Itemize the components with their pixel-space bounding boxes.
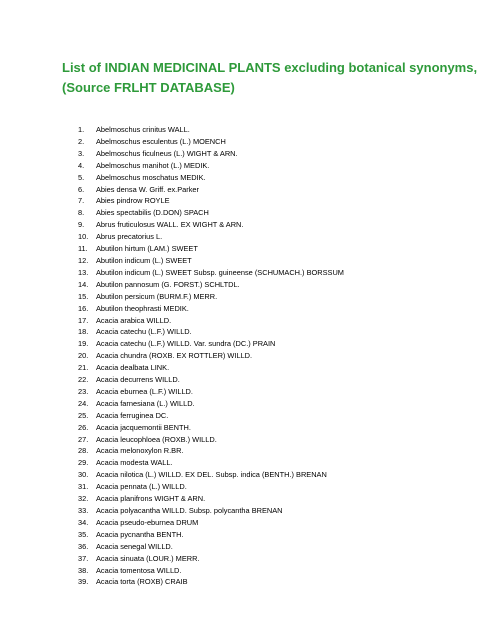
list-item [78, 362, 344, 374]
list-item-number: 16. [78, 303, 89, 313]
plant-name: Acacia eburnea (L.F.) WILLD. [96, 386, 193, 396]
plant-name: Abrus precatorius L. [96, 232, 163, 242]
plant-name: Abelmoschus moschatus MEDIK. [96, 172, 206, 182]
list-item-number: 29. [78, 458, 89, 468]
plant-name: Abies densa W. Griff. ex.Parker [96, 184, 199, 194]
plant-name: Acacia decurrens WILLD. [96, 375, 180, 385]
list-item-number: 24. [78, 398, 89, 408]
list-item [78, 184, 344, 196]
list-item-number: 23. [78, 386, 89, 396]
list-item-number: 39. [78, 577, 89, 587]
list-item [78, 279, 344, 291]
title-line-2: (Source FRLHT DATABASE) [62, 80, 235, 95]
list-item-number: 8. [78, 208, 85, 218]
plant-name: Acacia pycnantha BENTH. [96, 529, 184, 539]
list-item [78, 315, 344, 327]
list-item [78, 481, 344, 493]
list-item [78, 338, 344, 350]
plant-name: Abelmoschus ficulneus (L.) WIGHT & ARN. [96, 148, 238, 158]
list-item [78, 517, 344, 529]
plant-name: Acacia catechu (L.F.) WILLD. [96, 327, 192, 337]
list-item-number: 31. [78, 482, 89, 492]
list-item [78, 303, 344, 315]
list-item-number: 12. [78, 255, 89, 265]
list-item-number: 26. [78, 422, 89, 432]
list-item [78, 553, 344, 565]
list-item [78, 219, 344, 231]
list-item [78, 160, 344, 172]
list-item [78, 374, 344, 386]
list-item [78, 291, 344, 303]
plant-name: Abrus fruticulosus WALL. EX WIGHT & ARN. [96, 220, 244, 230]
list-item [78, 124, 344, 136]
plant-name: Abutilon pannosum (G. FORST.) SCHLTDL. [96, 279, 240, 289]
list-item-number: 14. [78, 279, 89, 289]
list-item [78, 267, 344, 279]
plant-name: Acacia jacquemontii BENTH. [96, 422, 191, 432]
list-item-number: 28. [78, 446, 89, 456]
plant-name: Acacia chundra (ROXB. EX ROTTLER) WILLD. [96, 351, 253, 361]
list-item [78, 243, 344, 255]
list-item [78, 231, 344, 243]
list-item-number: 19. [78, 339, 89, 349]
plant-name: Acacia ferruginea DC. [96, 410, 169, 420]
list-item-number: 27. [78, 434, 89, 444]
list-item-number: 37. [78, 553, 89, 563]
plant-name: Abutilon indicum (L.) SWEET Subsp. guineense (SCHUMACH.) BORSSUM [96, 267, 344, 277]
list-item [78, 529, 344, 541]
plant-name: Abies pindrow ROYLE [96, 196, 170, 206]
list-item-number: 21. [78, 363, 89, 373]
plant-name: Acacia dealbata LINK. [96, 363, 170, 373]
plant-list [78, 124, 344, 588]
plant-name: Abelmoschus esculentus (L.) MOENCH [96, 136, 226, 146]
plant-name: Acacia melonoxylon R.BR. [96, 446, 184, 456]
list-item [78, 148, 344, 160]
list-item [78, 410, 344, 422]
list-item-number: 10. [78, 232, 89, 242]
list-item [78, 398, 344, 410]
list-item [78, 576, 344, 588]
list-item [78, 172, 344, 184]
list-item [78, 541, 344, 553]
list-item-number: 6. [78, 184, 85, 194]
list-item [78, 422, 344, 434]
plant-name: Abutilon hirtum (LAM.) SWEET [96, 244, 198, 254]
list-item [78, 434, 344, 446]
plant-name: Acacia catechu (L.F.) WILLD. Var. sundra (DC.) PRAIN [96, 339, 276, 349]
title-line-1: List of INDIAN MEDICINAL PLANTS excluding botanical synonyms, [62, 60, 478, 75]
list-item [78, 505, 344, 517]
plant-name: Acacia pseudo-eburnea DRUM [96, 517, 199, 527]
plant-name: Acacia pennata (L.) WILLD. [96, 482, 187, 492]
list-item [78, 565, 344, 577]
list-item-number: 9. [78, 220, 85, 230]
plant-name: Acacia farnesiana (L.) WILLD. [96, 398, 195, 408]
plant-name: Acacia senegal WILLD. [96, 541, 173, 551]
list-item [78, 386, 344, 398]
list-item [78, 326, 344, 338]
list-item-number: 32. [78, 494, 89, 504]
plant-name: Acacia tomentosa WILLD. [96, 565, 182, 575]
list-item-number: 20. [78, 351, 89, 361]
list-item-number: 34. [78, 517, 89, 527]
plant-name: Abelmoschus crinitus WALL. [96, 125, 190, 134]
list-item-number: 36. [78, 541, 89, 551]
list-item-number: 30. [78, 470, 89, 480]
list-item [78, 207, 344, 219]
list-item-number: 17. [78, 315, 89, 325]
list-item-number: 18. [78, 327, 89, 337]
list-item-number: 22. [78, 375, 89, 385]
plant-name: Acacia polyacantha WILLD. Subsp. polycantha BRENAN [96, 506, 283, 515]
list-item [78, 493, 344, 505]
list-item-number: 25. [78, 410, 89, 420]
list-item-number: 33. [78, 506, 89, 515]
list-item-number: 4. [78, 160, 85, 170]
list-item [78, 445, 344, 457]
list-item [78, 350, 344, 362]
plant-name: Acacia leucophloea (ROXB.) WILLD. [96, 434, 217, 444]
plant-name: Acacia sinuata (LOUR.) MERR. [96, 553, 200, 563]
plant-name: Acacia nilotica (L.) WILLD. EX DEL. Subsp. indica (BENTH.) BRENAN [96, 470, 327, 480]
list-item-number: 35. [78, 529, 89, 539]
list-item-number: 5. [78, 172, 85, 182]
list-item [78, 136, 344, 148]
plant-name: Acacia torta (ROXB) CRAIB [96, 577, 188, 587]
list-item [78, 457, 344, 469]
plant-name: Abelmoschus manihot (L.) MEDIK. [96, 160, 210, 170]
list-item-number: 3. [78, 148, 85, 158]
plant-name: Acacia arabica WILLD. [96, 315, 172, 325]
list-item-number: 1. [78, 125, 85, 134]
plant-name: Acacia planifrons WIGHT & ARN. [96, 494, 206, 504]
list-item [78, 195, 344, 207]
list-item-number: 11. [78, 244, 88, 254]
plant-name: Abies spectabilis (D.DON) SPACH [96, 208, 209, 218]
list-item-number: 38. [78, 565, 89, 575]
plant-name: Abutilon theophrasti MEDIK. [96, 303, 189, 313]
list-item-number: 2. [78, 136, 85, 146]
plant-name: Acacia modesta WALL. [96, 458, 173, 468]
list-item-number: 15. [78, 291, 89, 301]
plant-name: Abutilon indicum (L.) SWEET [96, 255, 192, 265]
list-item-number: 13. [78, 267, 89, 277]
list-item-number: 7. [78, 196, 85, 206]
plant-name: Abutilon persicum (BURM.F.) MERR. [96, 291, 218, 301]
list-item [78, 469, 344, 481]
page-title [62, 58, 482, 98]
list-item [78, 255, 344, 267]
